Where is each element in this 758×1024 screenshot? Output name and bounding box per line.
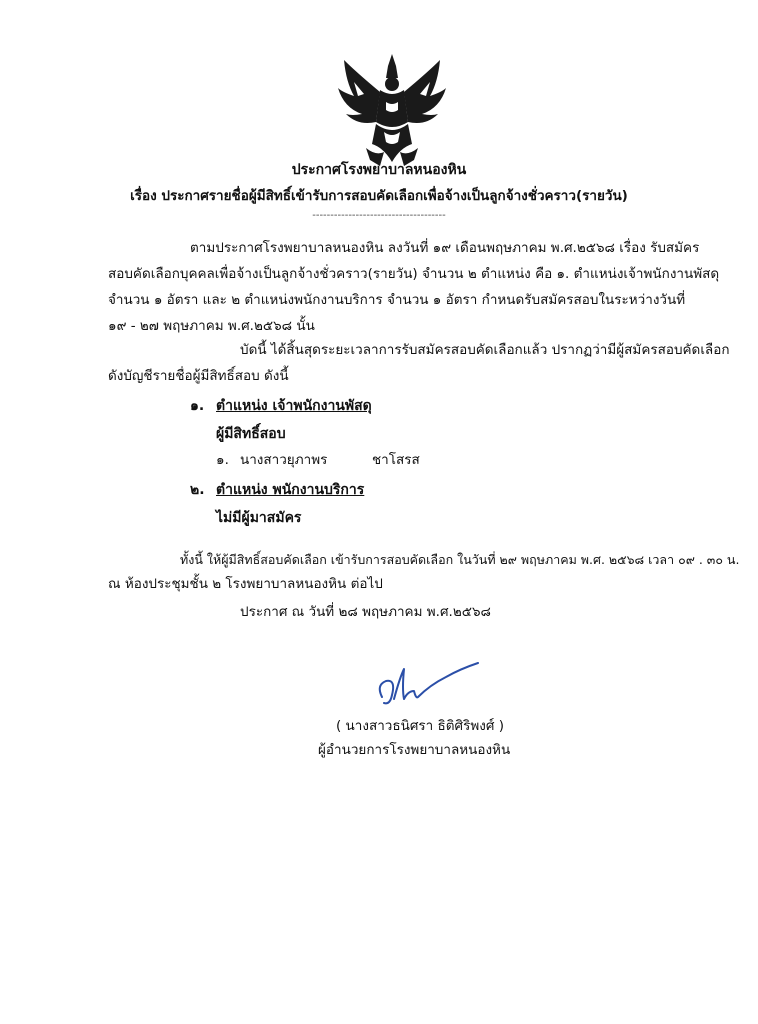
para1-line-4: ๑๙ - ๒๗ พฤษภาคม พ.ศ.๒๕๖๘ นั้น [108, 318, 315, 334]
position2-number: ๒. [190, 482, 205, 498]
handwritten-signature-icon [372, 655, 484, 715]
divider-line: ------------------------------------- [312, 210, 446, 221]
para1-line-1: ตามประกาศโรงพยาบาลหนองหิน ลงวันที่ ๑๙ เดือนพฤษภาคม พ.ศ.๒๕๖๘ เรื่อง รับสมัคร [190, 240, 700, 256]
candidate-surname: ชาโสรส [372, 452, 420, 468]
para1-line-3: จำนวน ๑ อัตรา และ ๒ ตำแหน่งพนักงานบริการ จำนวน ๑ อัตรา กำหนดรับสมัครสอบในระหว่างวันที่ [108, 292, 686, 308]
announcement-title: ประกาศโรงพยาบาลหนองหิน [291, 162, 467, 178]
candidate-number: ๑. [216, 452, 229, 468]
position1-number: ๑. [190, 398, 205, 414]
position1-eligible-label: ผู้มีสิทธิ์สอบ [216, 426, 286, 442]
position1-title: ตำแหน่ง เจ้าพนักงานพัสดุ [216, 398, 372, 414]
para3-line-1: ทั้งนี้ ให้ผู้มีสิทธิ์สอบคัดเลือก เข้ารับการสอบคัดเลือก ในวันที่ ๒๙ พฤษภาคม พ.ศ. ๒๕๖๘ เวลา ๐๙ . ๓๐ น. [180, 552, 740, 567]
para2-line-2: ดังบัญชีรายชื่อผู้มีสิทธิ์สอบ ดังนี้ [108, 368, 289, 384]
signatory-role: ผู้อำนวยการโรงพยาบาลหนองหิน [318, 742, 511, 758]
position2-status: ไม่มีผู้มาสมัคร [216, 510, 302, 526]
para2-line-1: บัดนี้ ได้สิ้นสุดระยะเวลาการรับสมัครสอบคัดเลือกแล้ว ปรากฏว่ามีผู้สมัครสอบคัดเลือก [240, 342, 730, 358]
announcement-subject: เรื่อง ประกาศรายชื่อผู้มีสิทธิ์เข้ารับการสอบคัดเลือกเพื่อจ้างเป็นลูกจ้างชั่วคราว(รายวัน) [130, 188, 628, 204]
para3-line-2: ณ ห้องประชุมชั้น ๒ โรงพยาบาลหนองหิน ต่อไป [108, 576, 383, 592]
garuda-emblem-icon [336, 52, 448, 170]
para1-line-2: สอบคัดเลือกบุคคลเพื่อจ้างเป็นลูกจ้างชั่วคราว(รายวัน) จำนวน ๒ ตำแหน่ง คือ ๑. ตำแหน่งเจ้าพนักงานพัสดุ [108, 266, 720, 282]
position2-title: ตำแหน่ง พนักงานบริการ [216, 482, 365, 498]
announcement-date: ประกาศ ณ วันที่ ๒๘ พฤษภาคม พ.ศ.๒๕๖๘ [240, 604, 491, 620]
candidate-name: นางสาวยุภาพร [240, 452, 328, 468]
signatory-name: ( นางสาวธนิศรา ธิติศิริพงศ์ ) [336, 718, 504, 734]
